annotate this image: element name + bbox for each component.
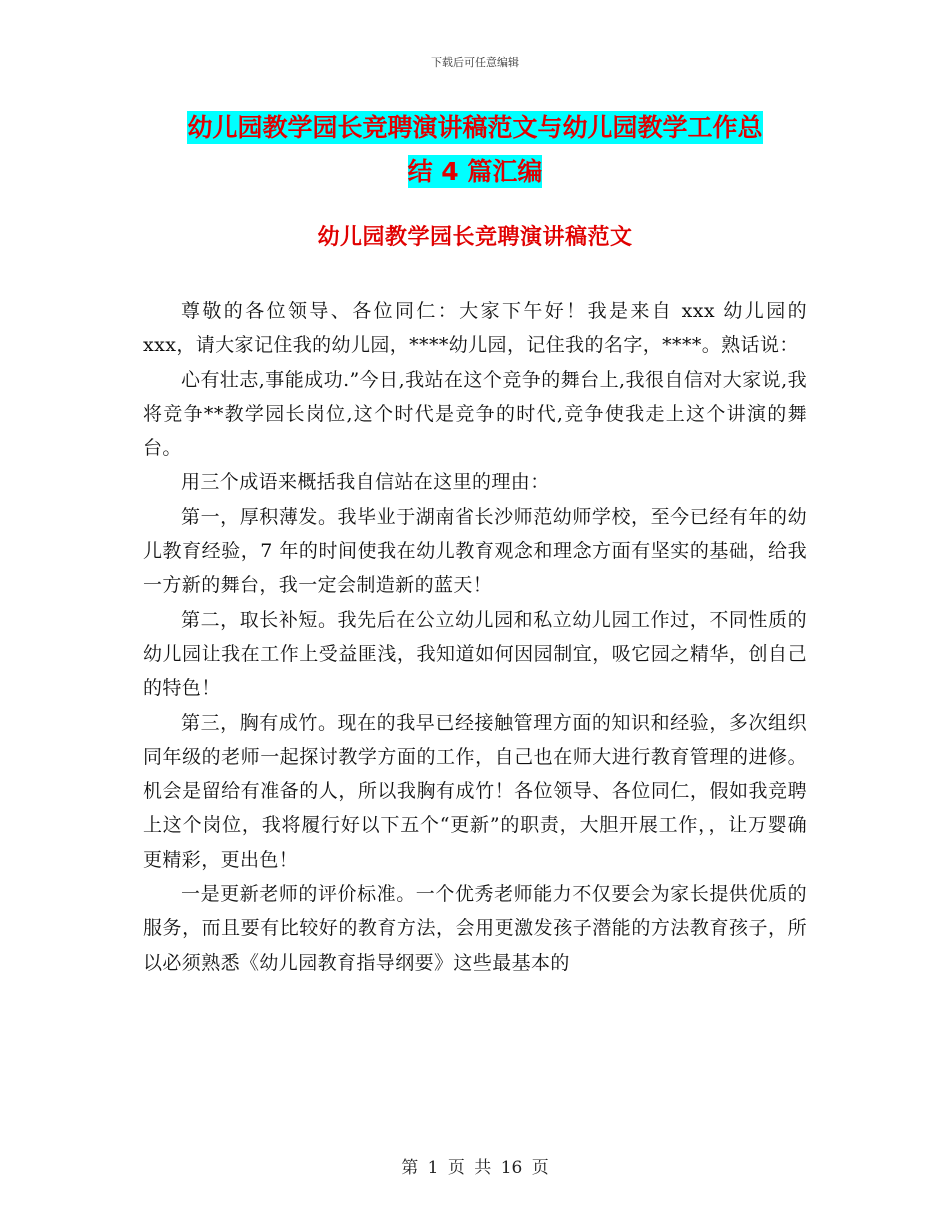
paragraph-4: 第一，厚积薄发。我毕业于湖南省长沙师范幼师学校，至今已经有年的幼儿教育经验，7 年的时间使我在幼儿教育观念和理念方面有坚实的基础，给我一方新的舞台，我一定会制造新的蓝天！ [143, 505, 807, 597]
paragraph-6: 第三，胸有成竹。现在的我早已经接触管理方面的知识和经验，多次组织同年级的老师一起探讨教学方面的工作，自己也在师大进行教育管理的进修。机会是留给有准备的人，所以我胸有成竹！各位领导、各位同仁，假如我竞聘上这个岗位，我将履行好以下五个“更新”的职责，大胆开展工作，，让万婴确更精彩，更出色！ [143, 711, 807, 871]
paragraph-1: 尊敬的各位领导、各位同仁：大家下午好！我是来自 xxx 幼儿园的 xxx，请大家记住我的幼儿园，****幼儿园，记住我的名字，****。熟话说： [143, 300, 807, 357]
paragraph-5: 第二，取长补短。我先后在公立幼儿园和私立幼儿园工作过，不同性质的幼儿园让我在工作上受益匪浅，我知道如何因园制宜，吸它园之精华，创自己的特色！ [143, 608, 807, 700]
header-note: 下载后可任意编辑 [431, 56, 519, 69]
body-text [143, 294, 807, 980]
document-title [0, 106, 950, 194]
section-title: 幼儿园教学园长竞聘演讲稿范文 [317, 225, 633, 250]
paragraph-3: 用三个成语来概括我自信站在这里的理由： [181, 471, 550, 494]
paragraph-7: 一是更新老师的评价标准。一个优秀老师能力不仅要会为家长提供优质的服务，而且要有比较好的教育方法，会用更激发孩子潜能的方法教育孩子，所以必须熟悉《幼儿园教育指导纲要》这些最基本的 [143, 883, 807, 974]
page-number-footer: 第 1 页 共 16 页 [401, 1158, 549, 1178]
title-line-2: 结 4 篇汇编 [407, 157, 543, 186]
paragraph-2: 心有壮志,事能成功.”今日,我站在这个竞争的舞台上,我很自信对大家说,我将竞争**教学园长岗位,这个时代是竞争的时代,竞争使我走上这个讲演的舞台。 [143, 368, 807, 460]
title-line-1: 幼儿园教学园长竞聘演讲稿范文与幼儿园教学工作总 [187, 113, 763, 142]
